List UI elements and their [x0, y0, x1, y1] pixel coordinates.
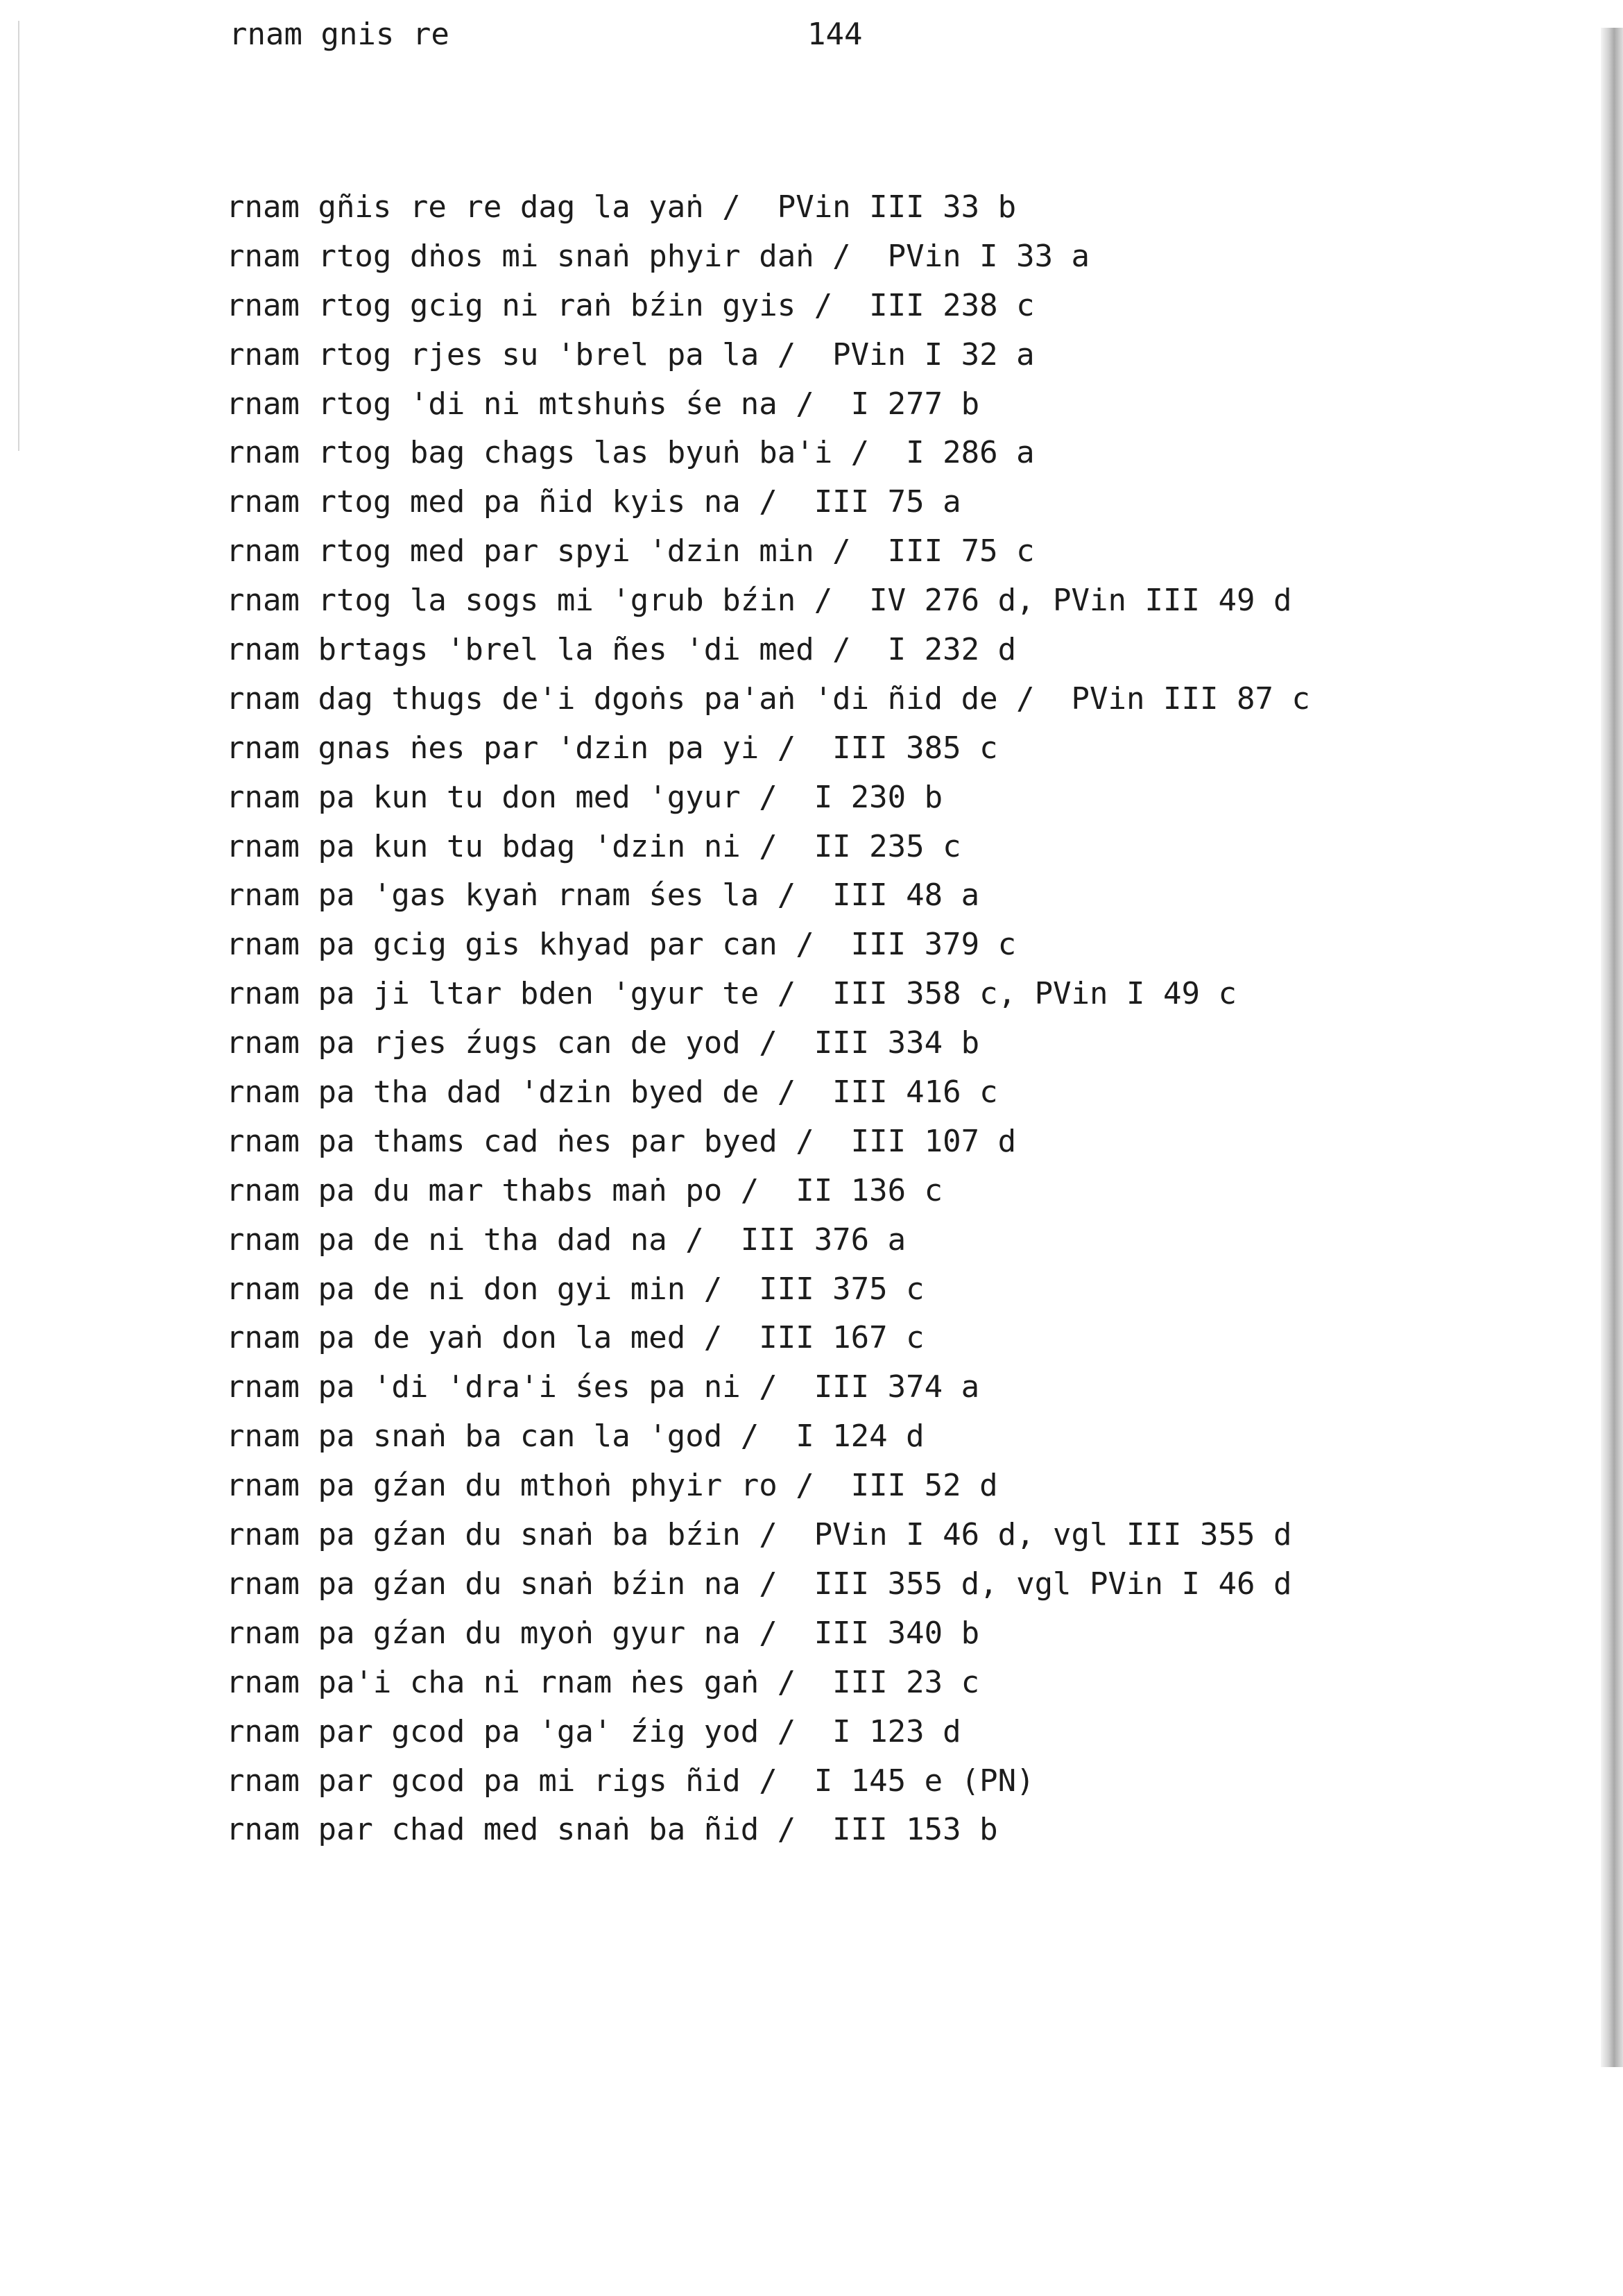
index-entry: rnam rtog bag chags las byuṅ ba'i / I 286 a: [226, 435, 1035, 471]
index-entry: rnam pa gźan du snaṅ bźin na / III 355 d, vgl PVin I 46 d: [226, 1566, 1292, 1602]
index-entry: rnam pa ji ltar bden 'gyur te / III 358 c, PVin I 49 c: [226, 976, 1237, 1012]
index-entry: rnam pa kun tu don med 'gyur / I 230 b: [226, 779, 943, 815]
index-entry: rnam par chad med snaṅ ba ñid / III 153 b: [226, 1812, 998, 1848]
index-entry: rnam pa 'di 'dra'i śes pa ni / III 374 a: [226, 1369, 980, 1405]
running-head: rnam gnis re: [229, 17, 449, 52]
index-entry: rnam pa de ni don gyi min / III 375 c: [226, 1271, 925, 1307]
index-entry: rnam pa thams cad ṅes par byed / III 107 d: [226, 1123, 1017, 1159]
index-entry: rnam par gcod pa 'ga' źig yod / I 123 d: [226, 1713, 961, 1749]
index-entry: rnam pa gcig gis khyad par can / III 379 c: [226, 927, 1017, 963]
index-entry: rnam rtog dṅos mi snaṅ phyir daṅ / PVin I 33 a: [226, 238, 1090, 274]
index-entry: rnam par gcod pa mi rigs ñid / I 145 e (PN): [226, 1763, 1035, 1799]
scan-edge-shadow: [1601, 28, 1623, 2067]
index-entry: rnam rtog rjes su 'brel pa la / PVin I 32 a: [226, 336, 1035, 372]
index-entry: rnam dag thugs de'i dgoṅs pa'aṅ 'di ñid de / PVin III 87 c: [226, 680, 1310, 717]
index-entry: rnam pa gźan du myoṅ gyur na / III 340 b: [226, 1615, 980, 1651]
index-entry: rnam rtog la sogs mi 'grub bźin / IV 276 d, PVin III 49 d: [226, 583, 1292, 619]
index-entry: rnam gñis re re dag la yaṅ / PVin III 33 b: [226, 189, 1017, 225]
page-number: 144: [807, 17, 863, 52]
index-entry: rnam pa du mar thabs maṅ po / II 136 c: [226, 1172, 943, 1208]
index-entry: rnam rtog gcig ni raṅ bźin gyis / III 238 c: [226, 287, 1035, 323]
index-entry: rnam pa gźan du mthoṅ phyir ro / III 52 d: [226, 1468, 998, 1504]
index-entry: rnam pa kun tu bdag 'dzin ni / II 235 c: [226, 828, 961, 864]
index-entry: rnam pa 'gas kyaṅ rnam śes la / III 48 a: [226, 877, 980, 914]
index-entry: rnam rtog 'di ni mtshuṅs śe na / I 277 b: [226, 386, 980, 422]
index-entry-list: [226, 183, 1310, 1855]
index-entry: rnam rtog med pa ñid kyis na / III 75 a: [226, 484, 961, 520]
index-entry: rnam pa rjes źugs can de yod / III 334 b: [226, 1025, 980, 1061]
index-entry: rnam pa tha dad 'dzin byed de / III 416 c: [226, 1074, 998, 1111]
index-entry: rnam pa'i cha ni rnam ṅes gaṅ / III 23 c: [226, 1664, 980, 1700]
index-entry: rnam pa snaṅ ba can la 'god / I 124 d: [226, 1419, 925, 1455]
index-entry: rnam pa de yaṅ don la med / III 167 c: [226, 1320, 925, 1356]
index-entry: rnam pa gźan du snaṅ ba bźin / PVin I 46 d, vgl III 355 d: [226, 1517, 1292, 1553]
index-entry: rnam rtog med par spyi 'dzin min / III 75 c: [226, 533, 1035, 569]
index-entry: rnam gnas ṅes par 'dzin pa yi / III 385 c: [226, 730, 998, 766]
page-margin-line: [18, 21, 19, 451]
index-entry: rnam brtags 'brel la ñes 'di med / I 232 d: [226, 632, 1017, 668]
index-entry: rnam pa de ni tha dad na / III 376 a: [226, 1222, 907, 1258]
